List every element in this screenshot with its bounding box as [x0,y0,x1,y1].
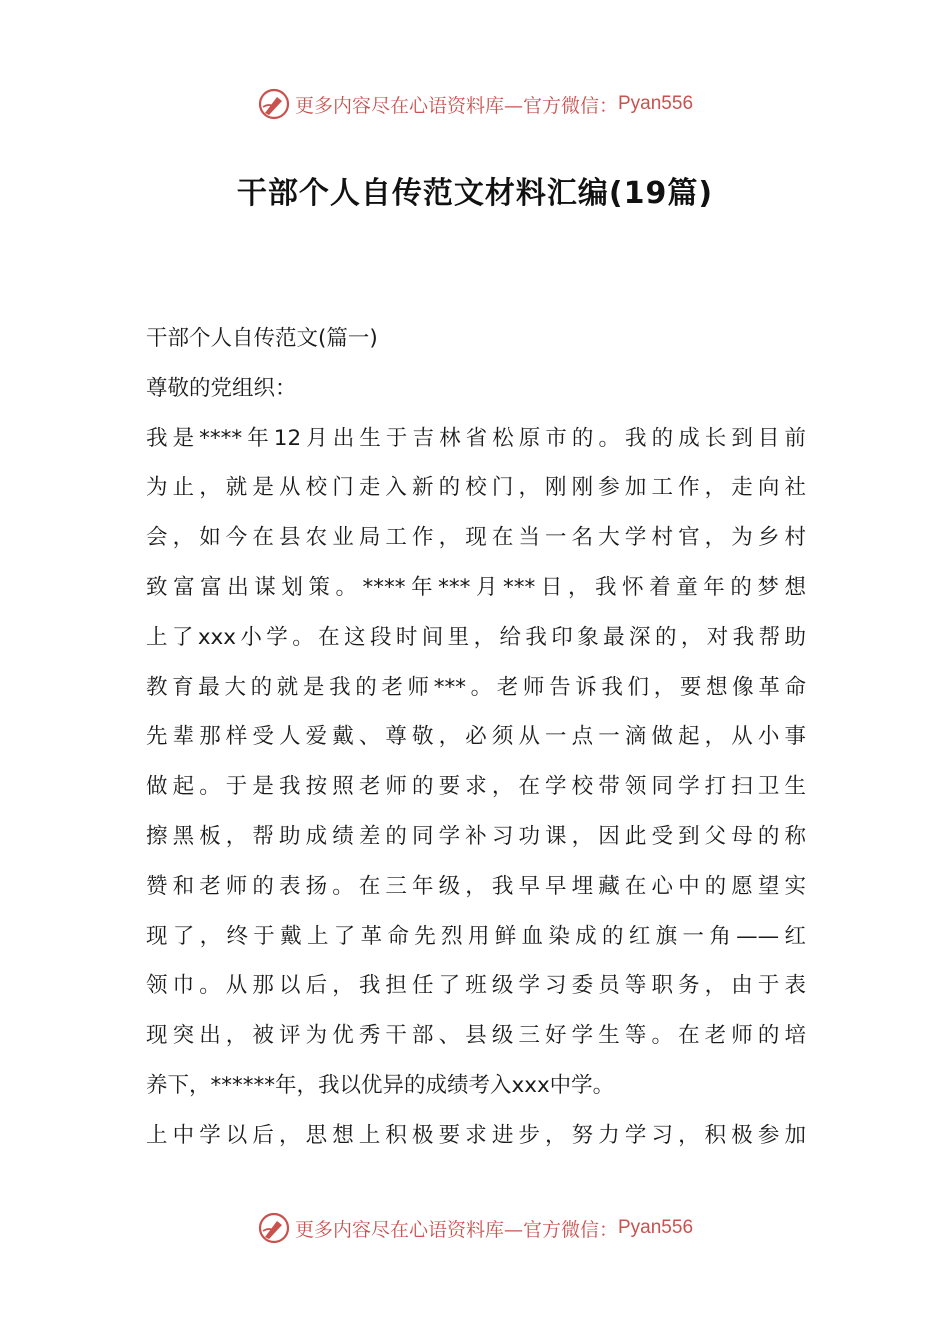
paragraph-line: 我是****年12月出生于吉林省松原市的。我的成长到目前 [146,425,806,451]
paragraph-line: 会，如今在县农业局工作，现在当一名大学村官，为乡村 [146,525,806,551]
paragraph-line: 先辈那样受人爱戴、尊敬，必须从一点一滴做起，从小事 [146,724,806,750]
document-body [146,314,806,1161]
paragraph-line: 赞和老师的表扬。在三年级，我早早埋藏在心中的愿望实 [146,873,806,899]
pen-nib-circle-icon [257,87,291,121]
document-title: 干部个人自传范文材料汇编(19篇) [236,176,714,211]
watermark-handle: Pyan556 [618,93,694,114]
watermark-handle: Pyan556 [618,1217,694,1238]
salutation: 尊敬的党组织： [146,375,297,401]
paragraph-line: 擦黑板，帮助成绩差的同学补习功课，因此受到父母的称 [146,823,806,849]
pen-nib-circle-icon [257,1211,291,1245]
paragraph-line: 上了xxx小学。在这段时间里，给我印象最深的，对我帮助 [146,624,806,650]
paragraph-line: 致富富出谋划策。****年***月***日，我怀着童年的梦想 [146,574,806,600]
section-heading: 干部个人自传范文(篇一) [146,326,378,351]
watermark-text: 更多内容尽在心语资料库—官方微信： [294,94,618,117]
paragraph-2 [146,1111,806,1161]
watermark-header [0,84,950,124]
paragraph-line: 现突出，被评为优秀干部、县级三好学生等。在老师的培 [146,1023,806,1049]
watermark-footer [0,1208,950,1248]
watermark-text: 更多内容尽在心语资料库—官方微信： [294,1218,618,1241]
paragraph-line: 领巾。从那以后，我担任了班级学习委员等职务，由于表 [146,973,806,999]
paragraph-line: 做起。于是我按照老师的要求，在学校带领同学打扫卫生 [146,774,806,800]
paragraph-line: 上中学以后，思想上积极要求进步，努力学习，积极参加 [146,1122,806,1148]
paragraph-1 [146,414,806,1111]
paragraph-line: 教育最大的就是我的老师***。老师告诉我们，要想像革命 [146,674,806,700]
paragraph-line: 现了，终于戴上了革命先烈用鲜血染成的红旗一角——红 [146,923,806,949]
paragraph-line: 养下，******年，我以优异的成绩考入xxx中学。 [146,1072,615,1098]
paragraph-line: 为止，就是从校门走入新的校门，刚刚参加工作，走向社 [146,475,806,501]
